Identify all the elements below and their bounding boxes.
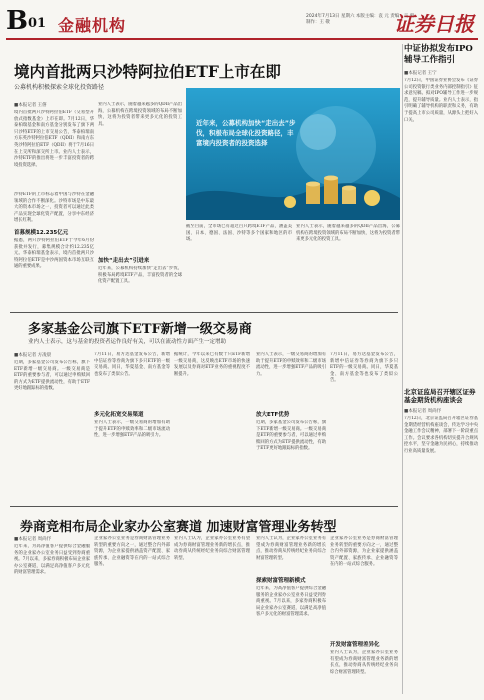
right-headline-1: 中证协拟发布IPO辅导工作指引 bbox=[404, 44, 473, 65]
right-body-1: 7月12日，中国证券业协会发布《证券公司投资银行类业务内部控制指引》征求意见稿。拟对IPO辅导工作进一步规范，提升辅导质量。业内人士表示，指引明确了辅导机构的职责和义务，有助于提高上市公司质量，从源头上把好入口关。 bbox=[404, 78, 478, 123]
newspaper-logo: 证券日报 bbox=[394, 12, 474, 36]
page-letter: B bbox=[6, 6, 28, 36]
story2-subheadline: 业内人士表示，这与基金的投资者运作良好有关，可以在流动性方面产生一定增助 bbox=[28, 339, 227, 345]
story3-subhead-2: 开发财富管理差异化 bbox=[330, 642, 380, 648]
section-name: 金融机构 bbox=[58, 16, 127, 35]
story3-body-col2: 企业家办公室业务是券商财富管理业务转型的重要方向之一，通过整合内外部资源，为企业家提供涵盖资产配置、家族传承、企业融资等在内的一站式综合服务。 bbox=[94, 536, 170, 568]
lead-body-col2: 业内人士表示，随着越来越多的QDII产品出海，公募机构在跨境投资领域的布局不断加快，这将为投资者带来更多元化的投资工具。 bbox=[98, 102, 182, 127]
lead-illustration bbox=[186, 88, 400, 220]
story3-body-col1: 近年来，为高净值客户提供综合金融服务的企业家办公室业务日益受到券商重视。7月以来，多家券商积极布局企业家办公室赛道，以满足高净值客户多元化的财富管理需求。 bbox=[14, 544, 90, 576]
story3-top-rule bbox=[10, 506, 398, 507]
issue-meta: 2024年7月13日 星期六 本版主编：袁 元 责编：马 毅 制作：王 敬 bbox=[306, 14, 415, 25]
story2-byline: ■本报记者 方凌晨 bbox=[14, 353, 52, 358]
story3-body-col3: 业内人士认为，企业家办公室业务有望成为券商财富管理业务新的增长点，推动券商从传统经纪业务向综合财富管理转型。 bbox=[174, 536, 250, 561]
story3-body-col4: 业内人士认为，企业家办公室业务有望成为券商财富管理业务新的增长点，推动券商从传统经纪业务向综合财富管理转型。 bbox=[256, 536, 326, 561]
lead-body-col1c: 据悉，两只沙特阿拉伯ETF于今年6月份获批并发行，募集规模合计约12.235亿元。华泰柏瑞基金表示，境内首批两只沙特阿拉伯ETF是中沙两国资本市场互联互通的重要成果。 bbox=[14, 238, 94, 270]
column-divider bbox=[402, 44, 403, 694]
lead-headline: 境内首批两只沙特阿拉伯ETF上市在即 bbox=[14, 62, 281, 81]
story3-byline: ■本报记者 周尚伃 bbox=[14, 537, 52, 542]
story2-body-col4b: 近期，多家基金公司发布公告称，旗下ETF新增一级交易商。一级交易商是ETF的重要参与者，可以通过申购赎回的方式为ETF提供流动性，有助于ETF更好地跟踪标的指数。 bbox=[256, 420, 326, 452]
lead-body-col3: 截至目前，全市场已有超过百只跨境ETF产品，涵盖美国、日本、德国、法国、沙特等多个国家和地区的市场。 bbox=[186, 224, 292, 243]
right-byline-2: ■本报记者 周尚伃 bbox=[404, 409, 442, 414]
story2-body-col2: 7月11日，易方达基金发布公告，新增中信证券等券商为旗下多只ETF的一级交易商。同日，华夏基金、南方基金等也发布了类似公告。 bbox=[94, 352, 170, 377]
lead-body-col2b: 近年来，公募机构持续加快“走出去”步伐，积极布局跨境ETF产品，丰富投资者的全球化资产配置工具。 bbox=[98, 266, 182, 285]
page-number: 01 bbox=[28, 16, 47, 31]
lead-body-col1: 境内首批两只沙特阿拉伯ETF（交易型开放式指数基金）上市在即。7月12日，华泰柏瑞基金和南方基金分别发布了旗下两只沙特ETF的上市交易公告，华泰柏瑞南方东英沙特阿拉伯ETF（QDII）和南方东英沙特阿拉伯ETF（QDII）将于7月16日在上交所和深交所上市。业内人士表示，沙特ETF的推出将进一步丰富投资者的跨境投资选择。 bbox=[14, 110, 94, 168]
story2-top-rule bbox=[10, 312, 398, 313]
story3-body-col5: 企业家办公室业务是券商财富管理业务转型的重要方向之一，通过整合内外部资源，为企业家提供涵盖资产配置、家族传承、企业融资等在内的一站式综合服务。 bbox=[330, 536, 398, 568]
story2-body-col2b: 业内人士表示，一级交易商的增加有助于提升ETF的申赎效率和二级市场流动性，进一步增强ETF产品的吸引力。 bbox=[94, 420, 170, 439]
masthead bbox=[6, 6, 478, 40]
lead-byline: ■本报记者 王僖 bbox=[14, 103, 47, 108]
illustration-graphic bbox=[186, 88, 400, 220]
illustration-caption: 近年来，公募机构加快“走出去”步伐，积极布局全球化投资路径，丰富境内投资者的投资选择 bbox=[196, 119, 296, 147]
story2-body-col1: 近期，多家基金公司发布公告称，旗下ETF新增一级交易商。一级交易商是ETF的重要参与者，可以通过申购赎回的方式为ETF提供流动性，有助于ETF更好地跟踪标的指数。 bbox=[14, 360, 90, 392]
right-news-column bbox=[404, 44, 478, 694]
story2-headline: 多家基金公司旗下ETF新增一级交易商 bbox=[28, 322, 252, 337]
right-headline-2: 北京证监局召开辖区证券基金期货机构座谈会 bbox=[404, 388, 476, 404]
lead-subhead-1: 首募规模12.235亿元 bbox=[14, 230, 69, 236]
story2-body-col5: 7月11日，易方达基金发布公告，新增中信证券等券商为旗下多只ETF的一级交易商。同日，华夏基金、南方基金等也发布了类似公告。 bbox=[330, 352, 398, 384]
story3-headline: 券商竞相布局企业家办公室赛道 加速财富管理业务转型 bbox=[20, 520, 337, 535]
story3-body-col4b: 近年来，为高净值客户提供综合金融服务的企业家办公室业务日益受到券商重视。7月以来，多家券商积极布局企业家办公室赛道，以满足高净值客户多元化的财富管理需求。 bbox=[256, 586, 326, 618]
lead-subheadline: 公募机构积极探索全球化投资路径 bbox=[14, 84, 105, 91]
story2-subhead-2: 放大ETF优势 bbox=[256, 412, 290, 418]
lead-body-col1b: 沙特ETF的上市标志着中国与沙特在金融领域的合作不断深化。沙特市场是中东最大的资本市场之一，投资者可以通过此类产品实现全球化资产配置，分享中东经济增长红利。 bbox=[14, 192, 94, 224]
story3-subhead-1: 探索财富管理新模式 bbox=[256, 578, 306, 584]
story2-body-col3: 据统计，今年以来已有数十只ETF新增一级交易商，这反映出ETF市场的快速发展以及券商对ETF业务的重视程度不断提升。 bbox=[174, 352, 250, 377]
story2-subhead-1: 多元化拓宽交易渠道 bbox=[94, 412, 144, 418]
right-byline-1: ■本报记者 王宁 bbox=[404, 71, 437, 76]
story2-body-col4: 业内人士表示，一级交易商的增加有助于提升ETF的申赎效率和二级市场流动性，进一步增强ETF产品的吸引力。 bbox=[256, 352, 326, 377]
right-body-2: 7月12日，北京证监局召开辖区证券基金期货经营机构座谈会，传达学习中央金融工作会议精神，部署下一阶段重点工作。会议要求各机构切实提升合规风控水平，坚守金融为民初心，持续推动行业高质量发展。 bbox=[404, 416, 478, 454]
lead-body-col4: 业内人士表示，随着越来越多的QDII产品出海，公募机构在跨境投资领域的布局不断加快，这将为投资者带来更多元化的投资工具。 bbox=[296, 224, 400, 243]
story3-body-col5b: 业内人士认为，企业家办公室业务有望成为券商财富管理业务新的增长点，推动券商从传统经纪业务向综合财富管理转型。 bbox=[330, 650, 398, 675]
header-rule bbox=[6, 38, 478, 40]
lead-subhead-2: 加快“走出去”引进来 bbox=[98, 258, 150, 264]
